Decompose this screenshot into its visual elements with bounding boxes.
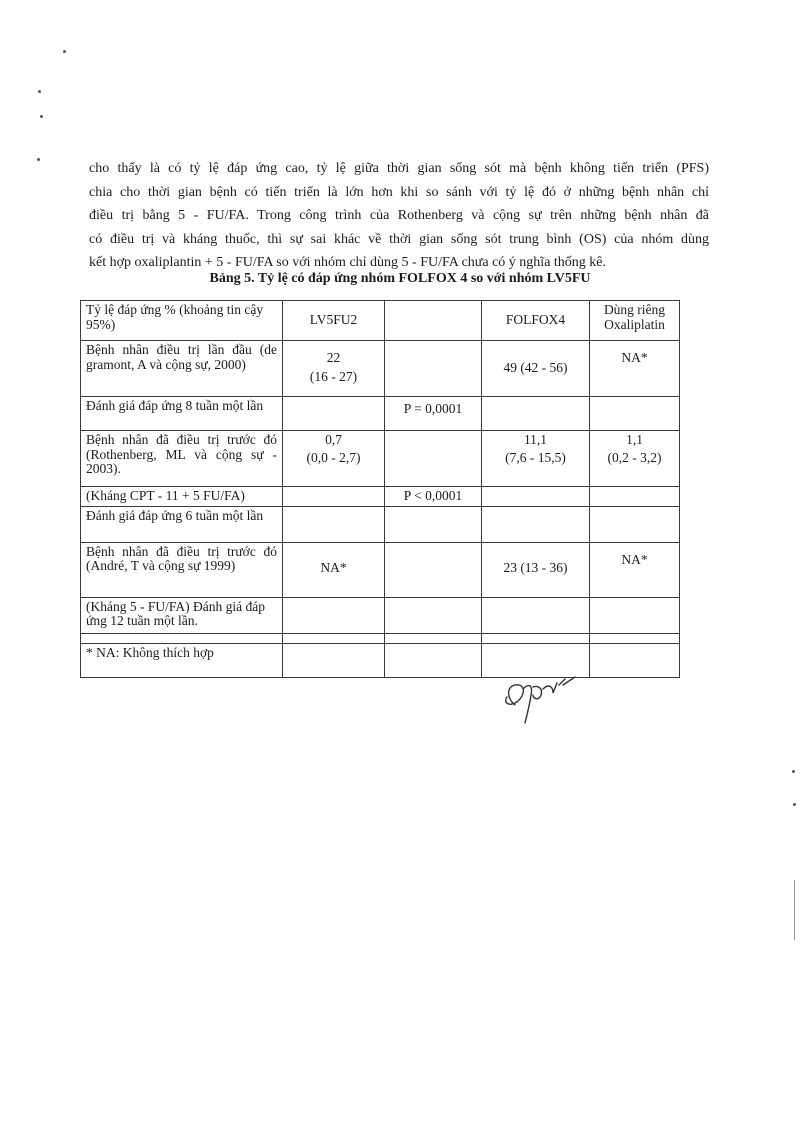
cell-folfox4 <box>482 597 590 633</box>
cell-lv5fu2 <box>283 506 385 542</box>
cell-oxaliplatin: NA* <box>590 542 680 597</box>
handwritten-signature <box>497 675 587 725</box>
cell-value: 1,1 <box>626 432 643 447</box>
cell-oxaliplatin <box>590 597 680 633</box>
cell-lv5fu2 <box>283 341 385 397</box>
cell-lv5fu2 <box>283 487 385 507</box>
row-label: Bệnh nhân điều trị lần đầu (de gramont, A và cộng sự, 2000) <box>81 341 283 397</box>
table-spacer-row <box>81 633 680 643</box>
cell-ci: (0,2 - 3,2) <box>607 449 662 465</box>
row-label: Đánh giá đáp ứng 6 tuần một lần <box>81 506 283 542</box>
cell-p <box>385 506 482 542</box>
table-row <box>81 397 680 431</box>
cell-oxaliplatin <box>590 487 680 507</box>
cell-p <box>385 542 482 597</box>
spacer-cell <box>482 633 590 643</box>
body-paragraph <box>89 157 709 275</box>
cell-p <box>385 643 482 677</box>
paragraph-line: cho thấy là có tỷ lệ đáp ứng cao, tỷ lệ giữa thời gian sống sót mà bệnh không tiến triển (PFS) <box>89 161 709 176</box>
table-header-row <box>81 301 680 341</box>
cell-lv5fu2 <box>283 431 385 487</box>
row-label: Đánh giá đáp ứng 8 tuần một lần <box>81 397 283 431</box>
table-row <box>81 431 680 487</box>
header-oxaliplatin-line1: Dùng riêng <box>603 302 666 317</box>
cell-oxaliplatin <box>590 431 680 487</box>
paragraph-line: điều trị bằng 5 - FU/FA. Trong công trình của Rothenberg và cộng sự trên những bệnh nhân đã <box>89 208 709 223</box>
cell-oxaliplatin <box>590 506 680 542</box>
cell-lv5fu2 <box>283 397 385 431</box>
cell-ci: (7,6 - 15,5) <box>505 449 566 465</box>
cell-lv5fu2 <box>283 643 385 677</box>
cell-folfox4 <box>482 397 590 431</box>
header-empty <box>385 301 482 341</box>
header-lv5fu2: LV5FU2 <box>283 301 385 341</box>
cell-ci: (0,0 - 2,7) <box>306 449 361 465</box>
table-row <box>81 341 680 397</box>
cell-p <box>385 431 482 487</box>
cell-p <box>385 341 482 397</box>
scan-speck <box>792 770 795 773</box>
header-oxaliplatin <box>590 301 680 341</box>
spacer-cell <box>590 633 680 643</box>
cell-p: P = 0,0001 <box>385 397 482 431</box>
cell-lv5fu2: NA* <box>283 542 385 597</box>
scan-speck <box>40 115 43 118</box>
cell-oxaliplatin <box>590 397 680 431</box>
scan-speck <box>37 158 40 161</box>
cell-ci: (16 - 27) <box>309 368 358 384</box>
cell-oxaliplatin: NA* <box>590 341 680 397</box>
table-row <box>81 542 680 597</box>
cell-folfox4: 49 (42 - 56) <box>482 341 590 397</box>
scan-speck <box>63 50 66 53</box>
table-row <box>81 597 680 633</box>
cell-p: P < 0,0001 <box>385 487 482 507</box>
row-label: Bệnh nhân đã điều trị trước đó (Rothenberg, ML và cộng sự - 2003). <box>81 431 283 487</box>
spacer-cell <box>283 633 385 643</box>
row-label: Bệnh nhân đã điều trị trước đó (André, T và cộng sự 1999) <box>81 542 283 597</box>
table-row <box>81 487 680 507</box>
cell-folfox4: 23 (13 - 36) <box>482 542 590 597</box>
cell-p <box>385 597 482 633</box>
row-label: (Kháng 5 - FU/FA) Đánh giá đáp ứng 12 tuần một lần. <box>81 597 283 633</box>
cell-folfox4 <box>482 506 590 542</box>
row-label: (Kháng CPT - 11 + 5 FU/FA) <box>81 487 283 507</box>
table-footnote-row <box>81 643 680 677</box>
response-rate-table <box>80 300 680 678</box>
cell-folfox4 <box>482 643 590 677</box>
header-oxaliplatin-line2: Oxaliplatin <box>604 316 665 332</box>
header-folfox4: FOLFOX4 <box>482 301 590 341</box>
table-row <box>81 506 680 542</box>
table-caption: Bảng 5. Tỷ lệ có đáp ứng nhóm FOLFOX 4 so với nhóm LV5FU <box>209 271 591 286</box>
paragraph-line: kết hợp oxaliplantin + 5 - FU/FA so với nhóm chỉ dùng 5 - FU/FA chưa có ý nghĩa thống kê. <box>89 255 607 270</box>
cell-folfox4 <box>482 431 590 487</box>
paragraph-line: có điều trị và kháng thuốc, thì sự sai khác về thời gian sống sót trung bình (OS) của nhóm dùng <box>89 231 709 247</box>
cell-lv5fu2 <box>283 597 385 633</box>
footnote: * NA: Không thích hợp <box>81 643 283 677</box>
scan-speck <box>793 803 796 806</box>
cell-value: 22 <box>326 350 341 365</box>
header-rate-label: Tỷ lệ đáp ứng % (khoảng tin cậy 95%) <box>81 301 283 341</box>
cell-value: 11,1 <box>523 432 548 447</box>
spacer-cell <box>81 633 283 643</box>
scan-speck <box>38 90 41 93</box>
cell-folfox4 <box>482 487 590 507</box>
scan-edge-mark <box>794 880 795 940</box>
spacer-cell <box>385 633 482 643</box>
cell-value: 0,7 <box>325 432 342 447</box>
cell-oxaliplatin <box>590 643 680 677</box>
paragraph-line: chia cho thời gian bệnh có tiến triển là lớn hơn khi so sánh với tỷ lệ đó ở những bệnh nhân chỉ <box>89 184 709 200</box>
